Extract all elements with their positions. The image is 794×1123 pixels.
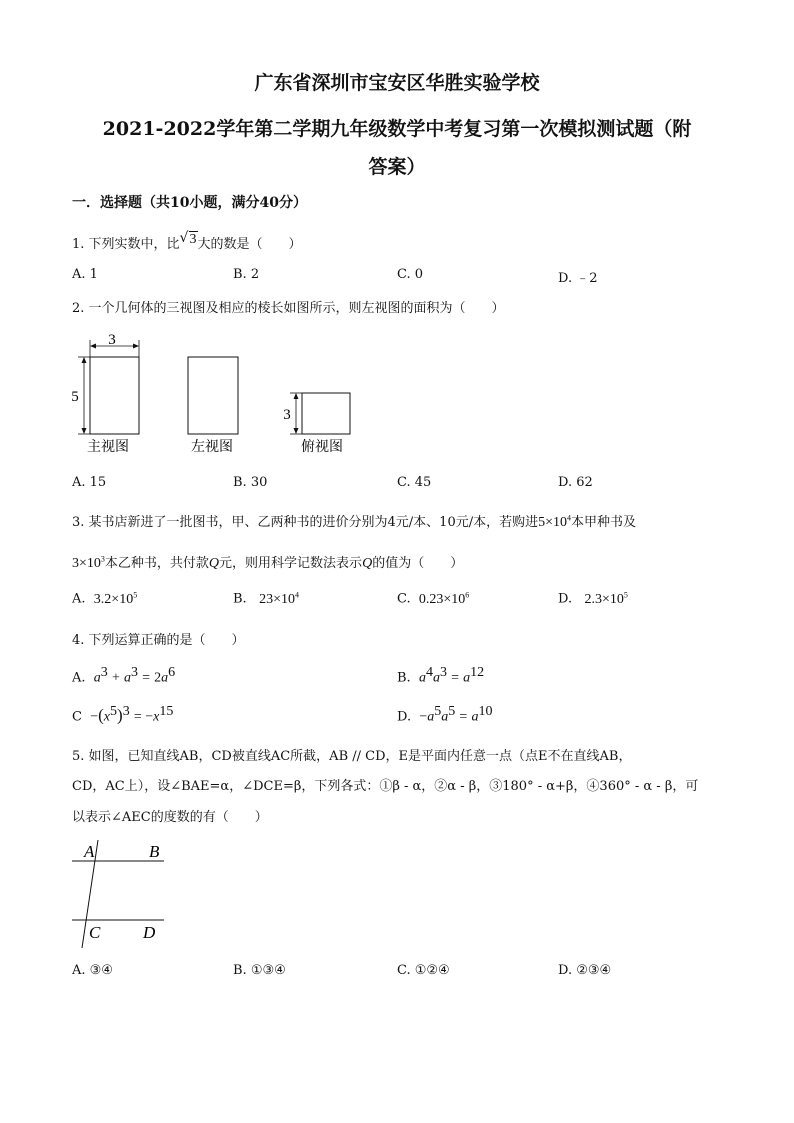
q3-option-c: C. $0.23\times 10^6$ [397, 590, 470, 607]
q5-option-a: A. ③④ [72, 963, 113, 978]
q4-option-d: D. $-a^5a^5 = a^{10}$ [397, 704, 493, 725]
question-1 [72, 230, 302, 253]
q3-amount-a: $5\times 10^4$ [538, 513, 572, 530]
q2-option-c: C. 45 [397, 475, 432, 490]
question-3-line2: $3\times 10^3$本乙种书，共付款Q元，则用科学记数法表示Q的值为（ ） [72, 554, 464, 571]
label-a: A [84, 842, 95, 861]
exam-title-line3: 答案） [368, 156, 426, 178]
exam-title-line2: 2021-2022学年第二学期九年级数学中考复习第一次模拟测试题（附 [102, 118, 692, 140]
label-d: D [143, 923, 156, 942]
q1-option-b: B. 2 [233, 267, 260, 282]
q3-amount-b: $3\times 10^3$ [72, 554, 105, 571]
q1-option-a: A. 1 [72, 267, 98, 282]
q5-option-c: C. ①②④ [397, 963, 450, 978]
q3-text: 3. 某书店新进了一批图书，甲、乙两种书的进价分别为4元/本、10元/本，若购进 [72, 515, 539, 530]
question-4: 4. 下列运算正确的是（ ） [72, 633, 245, 648]
exam-title-line1: 广东省深圳市宝安区华胜实验学校 [254, 72, 540, 94]
section-heading: 一．选择题（共10小题，满分40分） [72, 195, 307, 211]
front-height-label: 5 [71, 389, 79, 405]
q3-suffix: 本甲种书及 [571, 515, 637, 530]
three-view-figure [66, 328, 366, 460]
question-5-line2: CD，AC上），设∠BAE=α，∠DCE=β，下列各式：①β - α，②α - β，③180° - α+β，④360° - α - β，可 [72, 779, 699, 794]
q1-option-d: D. ﹣2 [558, 271, 598, 286]
label-b: B [149, 842, 160, 861]
top-view-caption: 俯视图 [301, 440, 343, 455]
q1-option-c: C. 0 [397, 267, 424, 282]
question-3-line1 [72, 511, 636, 531]
q2-option-b: B. 30 [233, 475, 268, 490]
question-5-line3: 以表示∠AEC的度数的有（ ） [72, 810, 268, 825]
q1-prefix: 1. 下列实数中，比 [72, 237, 180, 252]
parallel-lines-figure [66, 836, 176, 948]
top-height-label: 3 [283, 407, 291, 423]
q4-option-a: A. $a^3 + a^3 = 2a^6$ [72, 665, 176, 686]
front-view-caption: 主视图 [87, 440, 129, 455]
label-c: C [89, 923, 101, 942]
q4-option-b: B. $a^4a^3 = a^{12}$ [397, 665, 485, 686]
q1-radicand: 3 [189, 232, 197, 247]
front-view-rect [90, 357, 139, 434]
q4-option-c: $C -(x^5)^3 = -x^{15}$ [72, 704, 174, 725]
left-view-caption: 左视图 [191, 440, 233, 455]
q2-option-d: D. 62 [558, 475, 593, 490]
left-view-rect [188, 357, 238, 434]
q5-option-d: D. ②③④ [558, 963, 612, 978]
sqrt-expression: √ 3 [179, 230, 197, 247]
question-2: 2. 一个几何体的三视图及相应的棱长如图所示，则左视图的面积为（ ） [72, 301, 505, 316]
front-width-label: 3 [108, 332, 116, 348]
top-view-rect [302, 393, 350, 434]
q1-suffix: 大的数是（ ） [197, 237, 302, 252]
q2-option-a: A. 15 [72, 475, 107, 490]
q3-option-b: B. $23\times 10^4$ [233, 590, 299, 607]
question-5-line1: 5. 如图，已知直线AB，CD被直线AC所截，AB // CD，E是平面内任意一点（点E不在直线AB， [72, 749, 632, 764]
q3-option-d: D. $2.3\times 10^5$ [558, 590, 628, 607]
q5-option-b: B. ①③④ [233, 963, 286, 978]
q3-option-a: A. $3.2\times 10^5$ [72, 590, 138, 607]
